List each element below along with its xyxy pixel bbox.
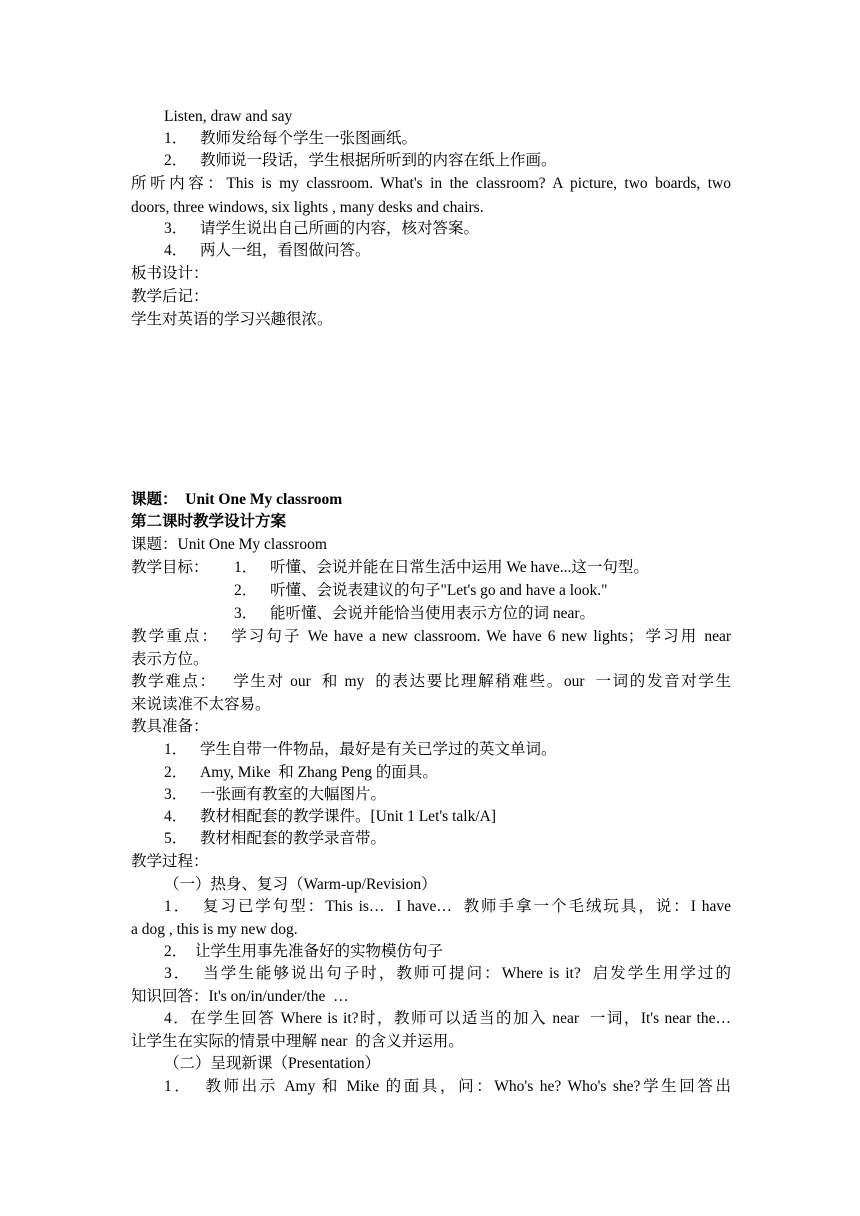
goals-label: 教学目标： xyxy=(131,559,209,576)
goal-text: 听懂、会说并能在日常生活中运用 We have...这一句型。 xyxy=(270,559,649,576)
key-points: 教学重点： 学习句子 We have a new classroom. We have 6 new lights；学习用 near xyxy=(131,628,731,645)
key-points-cont: 表示方位。 xyxy=(131,651,209,668)
material-number: 5． xyxy=(164,830,188,847)
warmup-step-1-cont: a dog , this is my new dog. xyxy=(131,921,298,938)
step-item xyxy=(164,150,557,172)
topic-heading: 课题： Unit One My classroom xyxy=(131,491,343,508)
step-text: 教师说一段话，学生根据所听到的内容在纸上作画。 xyxy=(200,152,557,169)
step-number: 2． xyxy=(164,152,188,169)
material-item xyxy=(164,828,386,850)
warmup-step-4: 4．在学生回答 Where is it?时，教师可以适当的加入 near 一词，It's near the… xyxy=(164,1010,731,1027)
warmup-step-1: 1． 复习已学句型：This is… I have… 教师手拿一个毛绒玩具，说：I have xyxy=(164,898,731,915)
material-item xyxy=(164,784,386,806)
goal-number: 1． xyxy=(234,559,258,576)
board-design-label: 板书设计： xyxy=(131,265,209,282)
warmup-step-4-cont: 让学生在实际的情景中理解 near 的含义并运用。 xyxy=(131,1033,464,1050)
step-item xyxy=(164,218,479,240)
goal-number: 3． xyxy=(234,605,258,622)
material-number: 2． xyxy=(164,764,188,781)
step-text: 两人一组，看图做问答。 xyxy=(200,242,371,259)
warmup-step-2: 2． 让学生用事先准备好的实物模仿句子 xyxy=(164,943,444,960)
warmup-step-3-cont: 知识回答：It's on/in/under/the … xyxy=(131,988,349,1005)
material-text: 学生自带一件物品，最好是有关已学过的英文单词。 xyxy=(200,741,557,758)
material-text: Amy, Mike 和 Zhang Peng 的面具。 xyxy=(200,764,438,781)
material-item xyxy=(164,739,557,761)
difficult-points: 教学难点： 学生对 our 和 my 的表达要比理解稍难些。our 一词的发音对学生 xyxy=(131,673,731,690)
lesson-heading: 第二课时教学设计方案 xyxy=(131,513,287,530)
materials-label: 教具准备： xyxy=(131,718,209,735)
goal-text: 能听懂、会说并能恰当使用表示方位的词 near。 xyxy=(270,605,596,622)
material-number: 3． xyxy=(164,786,188,803)
material-number: 1． xyxy=(164,741,188,758)
goal-item xyxy=(234,580,607,602)
material-item xyxy=(164,762,438,784)
listening-content-cont: doors, three windows, six lights , many desks and chairs. xyxy=(131,199,484,216)
goal-text: 听懂、会说表建议的句子"Let's go and have a look." xyxy=(270,582,608,599)
process-label: 教学过程： xyxy=(131,853,209,870)
step-number: 3． xyxy=(164,220,188,237)
material-item xyxy=(164,806,496,828)
step-text: 教师发给每个学生一张图画纸。 xyxy=(200,130,418,147)
topic-line: 课题：Unit One My classroom xyxy=(131,536,327,553)
goal-item xyxy=(234,603,595,625)
reflection-text: 学生对英语的学习兴趣很浓。 xyxy=(131,311,333,328)
step-number: 1． xyxy=(164,130,188,147)
material-number: 4． xyxy=(164,808,188,825)
reflection-label: 教学后记： xyxy=(131,288,209,305)
step-number: 4． xyxy=(164,242,188,259)
warmup-step-3: 3． 当学生能够说出句子时，教师可提问：Where is it? 启发学生用学过的 xyxy=(164,965,731,982)
listening-content: 所听内容：This is my classroom. What's in the classroom? A picture, two boards, two xyxy=(131,175,731,192)
goal-item xyxy=(234,557,649,579)
step-item xyxy=(164,240,371,262)
material-text: 一张画有教室的大幅图片。 xyxy=(200,786,387,803)
material-text: 教材相配套的教学录音带。 xyxy=(200,830,387,847)
step-text: 请学生说出自己所画的内容，核对答案。 xyxy=(200,220,480,237)
goal-number: 2． xyxy=(234,582,258,599)
activity-title: Listen, draw and say xyxy=(164,108,293,125)
warmup-heading: （一）热身、复习（Warm-up/Revision） xyxy=(164,876,437,893)
difficult-points-cont: 来说读准不太容易。 xyxy=(131,696,271,713)
material-text: 教材相配套的教学课件。[Unit 1 Let's talk/A] xyxy=(200,808,496,825)
presentation-heading: （二）呈现新课（Presentation） xyxy=(164,1055,381,1072)
presentation-step-1: 1． 教师出示 Amy 和 Mike 的面具，问：Who's he? Who's she?学生回答出 xyxy=(164,1078,731,1095)
step-item xyxy=(164,128,417,150)
